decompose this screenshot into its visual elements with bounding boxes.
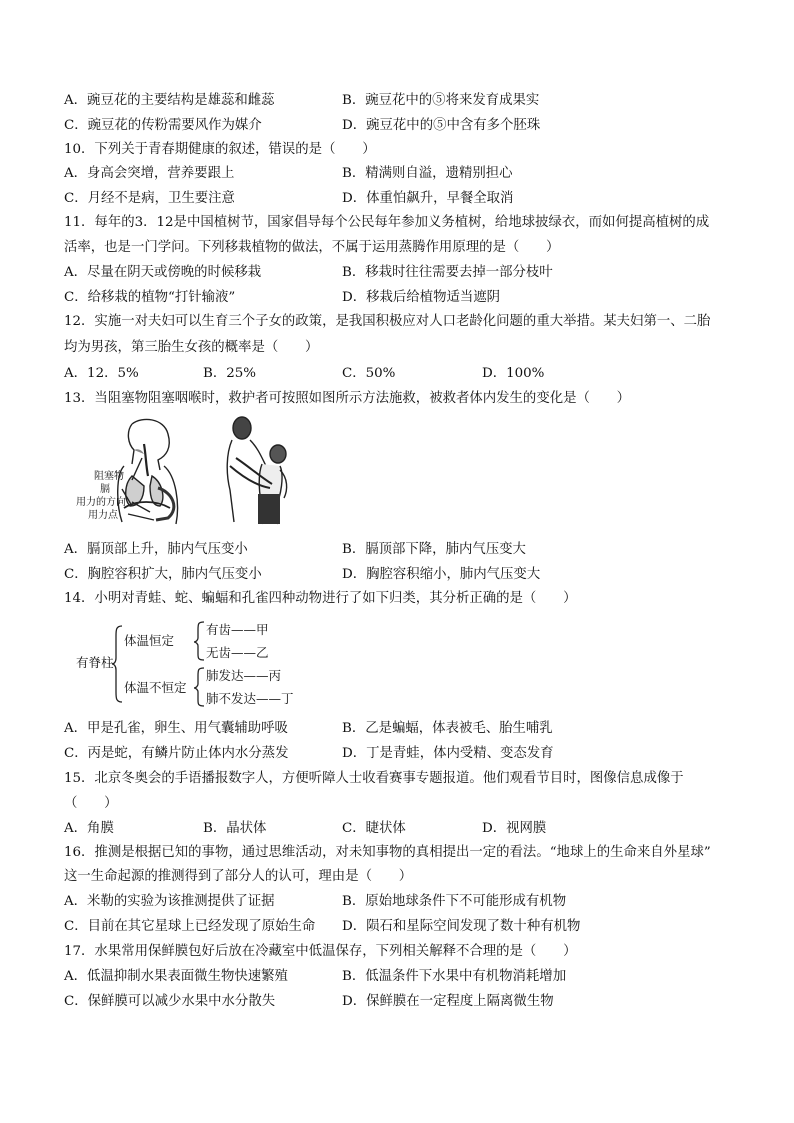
option-b: B．豌豆花中的⑤将来发育成果实 [342, 93, 540, 108]
q11-option-c: C．给移栽的植物“打针输液” [64, 290, 236, 305]
question-17-stem: 17．水果常用保鲜膜包好后放在冷藏室中低温保存，下列相关解释不合理的是（ ） [64, 944, 577, 959]
q12-option-d: D．100% [482, 366, 545, 381]
q17-option-c: C．保鲜膜可以减少水果中水分散失 [64, 994, 276, 1009]
q11-option-d: D．移栽后给植物适当遮阴 [342, 290, 501, 305]
q13-option-b: B．膈顶部下降，肺内气压变大 [342, 542, 526, 557]
q14-option-c: C．丙是蛇，有鳞片防止体内水分蒸发 [64, 746, 289, 761]
q14-option-d: D．丁是青蛙，体内受精、变态发育 [342, 746, 554, 761]
q17-option-a: A．低温抑制水果表面微生物快速繁殖 [64, 969, 288, 984]
q12-option-c: C．50% [342, 366, 396, 381]
question-14-stem: 14．小明对青蛙、蛇、蝙蝠和孔雀四种动物进行了如下归类，其分析正确的是（ ） [64, 591, 577, 606]
q10-option-b: B．精满则自溢，遗精别担心 [342, 166, 513, 181]
q10-option-c: C．月经不是病，卫生要注意 [64, 191, 235, 206]
option-c: C．豌豆花的传粉需要风作为媒介 [64, 118, 262, 133]
question-12-stem-line1: 12．实施一对夫妇可以生育三个子女的政策，是我国积极应对人口老龄化问题的重大举措。某夫妇第一、二胎 [64, 314, 711, 329]
question-16-stem-line2: 这一生命起源的推测得到了部分人的认可，理由是（ ） [64, 869, 413, 884]
q16-option-d: D．陨石和星际空间发现了数十种有机物 [342, 919, 581, 934]
q16-option-c: C．目前在其它星球上已经发现了原始生命 [64, 919, 316, 934]
question-13-stem: 13．当阻塞物阻塞咽喉时，救护者可按照如图所示方法施救，被救者体内发生的变化是（ ） [64, 391, 631, 406]
tree-leaf-bing: 肺发达——丙 [206, 668, 282, 683]
question-15-stem-line2: （ ） [64, 796, 118, 811]
q15-option-d: D．视网膜 [482, 821, 547, 836]
tree-root-vertebrate: 有脊柱 [76, 655, 114, 670]
q15-option-c: C．睫状体 [342, 821, 406, 836]
q13-option-c: C．胸腔容积扩大，肺内气压变小 [64, 567, 262, 582]
q14-option-a: A．甲是孔雀，卵生、用气囊辅助呼吸 [64, 721, 288, 736]
figure-label-force-direction: 用力的方向 [76, 497, 126, 508]
heimlich-rescue-figure [214, 414, 310, 526]
question-10-stem: 10．下列关于青春期健康的叙述，错误的是（ ） [64, 142, 376, 157]
figure-label-diaphragm: 膈 [100, 484, 110, 495]
tree-branch-constant-temp: 体温恒定 [124, 633, 175, 648]
q11-option-a: A．尽量在阴天或傍晚的时候移栽 [64, 265, 262, 280]
q12-option-a: A．12．5% [64, 366, 139, 381]
q16-option-b: B．原始地球条件下不可能形成有机物 [342, 894, 567, 909]
tree-leaf-yi: 无齿——乙 [206, 645, 269, 660]
tree-leaf-ding: 肺不发达——丁 [206, 691, 294, 706]
question-11-stem-line1: 11．每年的3．12是中国植树节，国家倡导每个公民每年参加义务植树，给地球披绿衣，而如何提高植树的成 [64, 215, 710, 230]
q14-option-b: B．乙是蝙蝠，体表被毛、胎生哺乳 [342, 721, 553, 736]
q10-option-a: A．身高会突增，营养要跟上 [64, 166, 235, 181]
option-d: D．豌豆花中的⑤中含有多个胚珠 [342, 118, 541, 133]
figure-label-obstruction: 阻塞物 [94, 471, 124, 482]
q17-option-b: B．低温条件下水果中有机物消耗增加 [342, 969, 567, 984]
q12-option-b: B．25% [203, 366, 256, 381]
q10-option-d: D．体重怕飙升，早餐全取消 [342, 191, 514, 206]
q13-option-d: D．胸腔容积缩小，肺内气压变大 [342, 567, 541, 582]
q11-option-b: B．移栽时往往需要去掉一部分枝叶 [342, 265, 553, 280]
q17-option-d: D．保鲜膜在一定程度上隔离微生物 [342, 994, 554, 1009]
question-16-stem-line1: 16．推测是根据已知的事物，通过思维活动，对未知事物的真相提出一定的看法。“地球上的生命来自外星球” [64, 845, 711, 860]
tree-leaf-jia: 有齿——甲 [206, 622, 269, 637]
q16-option-a: A．米勒的实验为该推测提供了证据 [64, 894, 275, 909]
question-12-stem-line2: 均为男孩，第三胎生女孩的概率是（ ） [64, 340, 319, 355]
q15-option-b: B．晶状体 [203, 821, 267, 836]
tree-branch-variable-temp: 体温不恒定 [124, 680, 187, 695]
q15-option-a: A．角膜 [64, 821, 114, 836]
q13-option-a: A．膈顶部上升，肺内气压变小 [64, 542, 248, 557]
option-a: A．豌豆花的主要结构是雄蕊和雌蕊 [64, 93, 275, 108]
figure-label-force-point: 用力点 [88, 510, 118, 521]
question-11-stem-line2: 活率，也是一门学问。下列移栽植物的做法，不属于运用蒸腾作用原理的是（ ） [64, 240, 560, 255]
question-15-stem-line1: 15．北京冬奥会的手语播报数字人，方便听障人士收看赛事专题报道。他们观看节目时，图像信息成像于 [64, 771, 684, 786]
